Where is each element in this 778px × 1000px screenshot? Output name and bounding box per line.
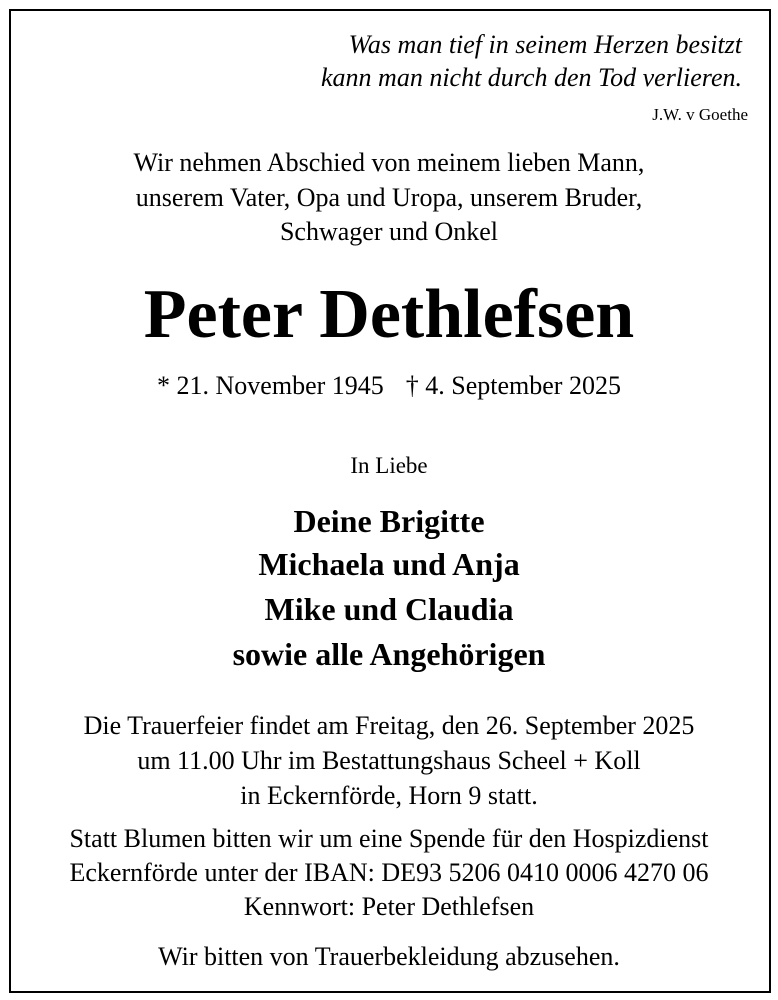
deceased-name: Peter Dethlefsen: [143, 276, 635, 353]
quote-line-2: kann man nicht durch den Tod verlieren.: [321, 63, 742, 92]
mourner-name: Mike und Claudia: [264, 591, 514, 627]
intro-line-1: Wir nehmen Abschied von meinem lieben Mann,: [133, 148, 645, 177]
funeral-line-3: in Eckernförde, Horn 9 statt.: [240, 781, 538, 810]
mourner-name: Michaela und Anja: [258, 546, 520, 582]
life-dates: [0, 373, 778, 399]
funeral-line-2: um 11.00 Uhr im Bestattungshaus Scheel + Koll: [137, 746, 641, 775]
quote-line-1: Was man tief in seinem Herzen besitzt: [348, 30, 742, 59]
birth-date: * 21. November 1945: [157, 371, 384, 400]
intro-line-2: unserem Vater, Opa und Uropa, unserem Bruder,: [135, 183, 643, 212]
mourner-name: Deine Brigitte: [293, 503, 485, 539]
death-date: † 4. September 2025: [405, 371, 621, 400]
mourner-name: sowie alle Angehörigen: [232, 636, 546, 672]
donation-line-3: Kennwort: Peter Dethlefsen: [243, 892, 535, 921]
funeral-line-1: Die Trauerfeier findet am Freitag, den 26. September 2025: [83, 711, 695, 740]
donation-line-2: Eckernförde unter der IBAN: DE93 5206 0410 0006 4270 06: [69, 858, 709, 887]
mourners-intro: In Liebe: [350, 453, 428, 478]
donation-line-1: Statt Blumen bitten wir um eine Spende für den Hospizdienst: [69, 824, 709, 853]
closing-note: Wir bitten von Trauerbekleidung abzusehen.: [158, 942, 620, 971]
intro-line-3: Schwager und Onkel: [279, 217, 499, 246]
quote-author: J.W. v Goethe: [652, 105, 748, 124]
